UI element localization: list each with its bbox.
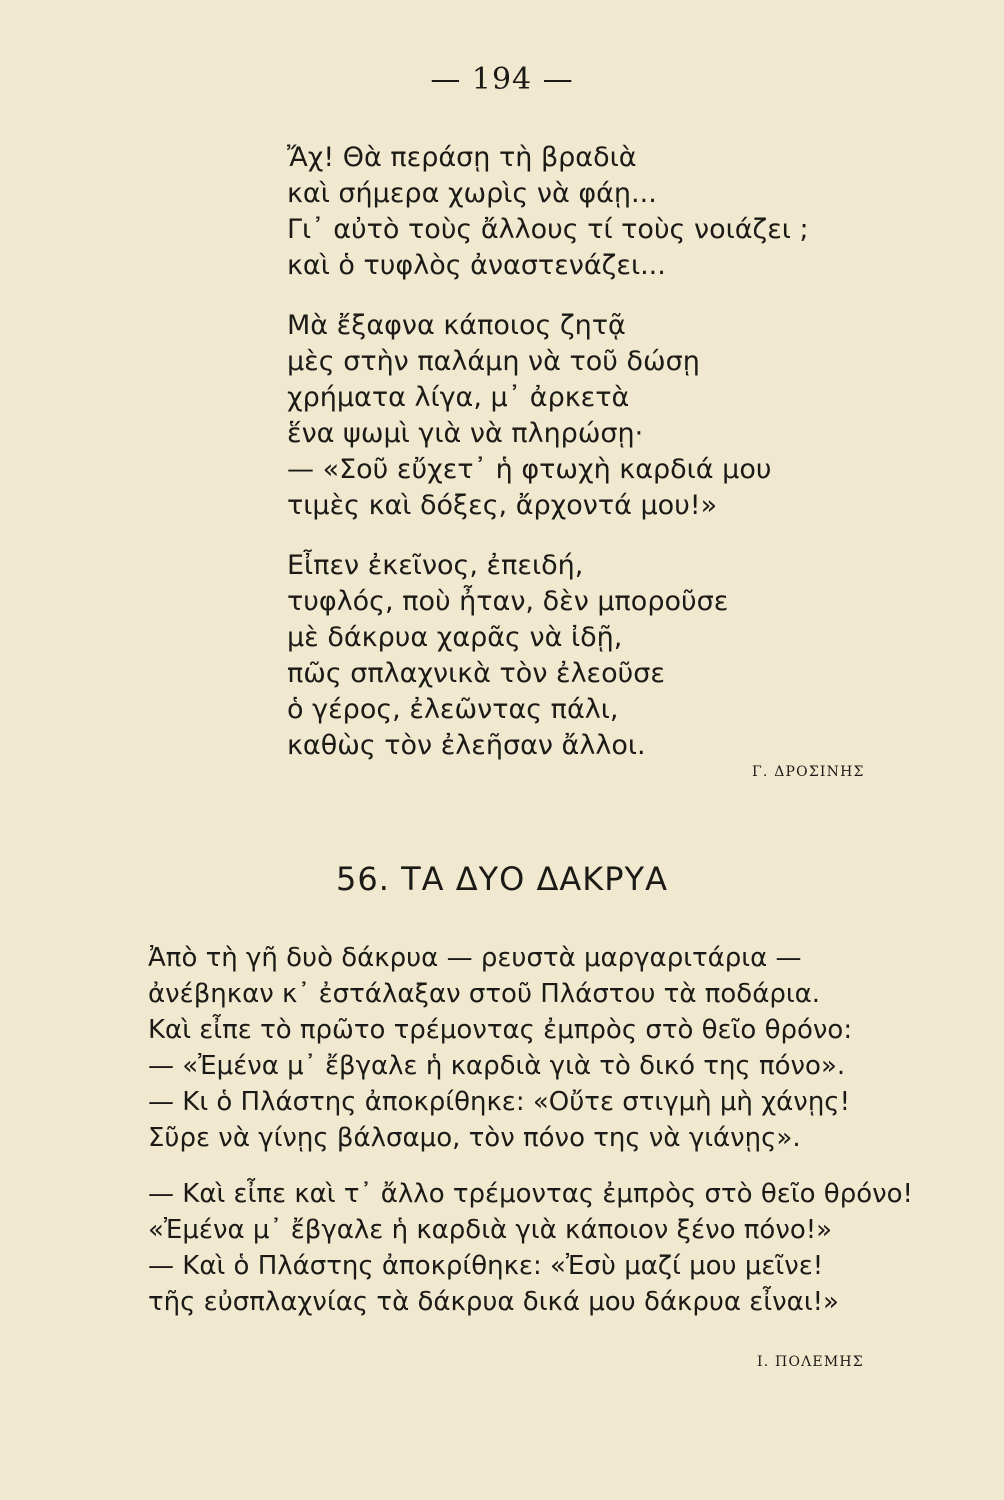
- verse-line: — Καὶ εἶπε καὶ τ᾽ ἄλλο τρέμοντας ἐμπρὸς στὸ θεῖο θρόνο!: [148, 1179, 913, 1209]
- verse-line: ἀνέβηκαν κ᾽ ἐστάλαξαν στοῦ Πλάστου τὰ ποδάρια.: [148, 979, 821, 1009]
- verse-line: Εἶπεν ἐκεῖνος, ἐπειδή,: [287, 550, 584, 581]
- poem-title: 56. ΤΑ ΔΥΟ ΔΑΚΡΥΑ: [336, 860, 668, 898]
- author-signature: Ι. ΠΟΛΕΜΗΣ: [757, 1354, 864, 1370]
- verse-line: ἕνα ψωμὶ γιὰ νὰ πληρώσῃ·: [287, 418, 644, 449]
- verse-line: καὶ ὁ τυφλὸς ἀναστενάζει...: [287, 250, 666, 281]
- verse-line: — Καὶ ὁ Πλάστης ἀποκρίθηκε: «Ἐσὺ μαζί μου μεῖνε!: [148, 1251, 824, 1281]
- verse-line: Γι᾽ αὐτὸ τοὺς ἄλλους τί τοὺς νοιάζει ;: [287, 214, 809, 245]
- verse-line: καὶ σήμερα χωρὶς νὰ φάῃ...: [287, 178, 657, 209]
- verse-line: Μὰ ἔξαφνα κάποιος ζητᾷ: [287, 310, 626, 341]
- verse-line: — «Ἐμένα μ᾽ ἔβγαλε ἡ καρδιὰ γιὰ τὸ δικό της πόνο».: [148, 1051, 846, 1081]
- verse-line: Ἄχ! Θὰ περάσῃ τὴ βραδιὰ: [287, 142, 637, 173]
- verse-line: χρήματα λίγα, μ᾽ ἀρκετὰ: [287, 382, 630, 413]
- poem-1: [287, 140, 809, 764]
- verse-line: καθὼς τὸν ἐλεῆσαν ἄλλοι.: [287, 730, 646, 761]
- verse-line: τιμὲς καὶ δόξες, ἄρχοντά μου!»: [287, 490, 718, 521]
- verse-line: μὲ δάκρυα χαρᾶς νὰ ἰδῇ,: [287, 622, 623, 653]
- stanza: [287, 308, 809, 524]
- verse-line: πῶς σπλαχνικὰ τὸν ἐλεοῦσε: [287, 658, 665, 689]
- author-signature: Γ. ΔΡΟΣΙΝΗΣ: [752, 764, 865, 780]
- verse-line: — Κι ὁ Πλάστης ἀποκρίθηκε: «Οὔτε στιγμὴ μὴ χάνῃς!: [148, 1087, 850, 1117]
- stanza: [148, 1176, 913, 1320]
- verse-line: τῆς εὐσπλαχνίας τὰ δάκρυα δικά μου δάκρυα εἶναι!»: [148, 1287, 839, 1317]
- stanza: [287, 140, 809, 284]
- stanza: [287, 548, 809, 764]
- poem-2: [148, 940, 913, 1320]
- verse-line: Καὶ εἶπε τὸ πρῶτο τρέμοντας ἐμπρὸς στὸ θεῖο θρόνο:: [148, 1015, 853, 1045]
- stanza: [148, 940, 913, 1156]
- verse-line: Σῦρε νὰ γίνῃς βάλσαμο, τὸν πόνο της νὰ γιάνῃς».: [148, 1123, 801, 1153]
- page-number: — 194 —: [430, 62, 574, 97]
- verse-line: μὲς στὴν παλάμη νὰ τοῦ δώσῃ: [287, 346, 700, 377]
- verse-line: — «Σοῦ εὔχετ᾽ ἡ φτωχὴ καρδιά μου: [287, 454, 772, 485]
- verse-line: τυφλός, ποὺ ἦταν, δὲν μποροῦσε: [287, 586, 729, 617]
- verse-line: Ἀπὸ τὴ γῆ δυὸ δάκρυα — ρευστὰ μαργαριτάρια —: [148, 943, 802, 973]
- verse-line: «Ἐμένα μ᾽ ἔβγαλε ἡ καρδιὰ γιὰ κάποιον ξένο πόνο!»: [148, 1215, 833, 1245]
- verse-line: ὁ γέρος, ἐλεῶντας πάλι,: [287, 694, 619, 725]
